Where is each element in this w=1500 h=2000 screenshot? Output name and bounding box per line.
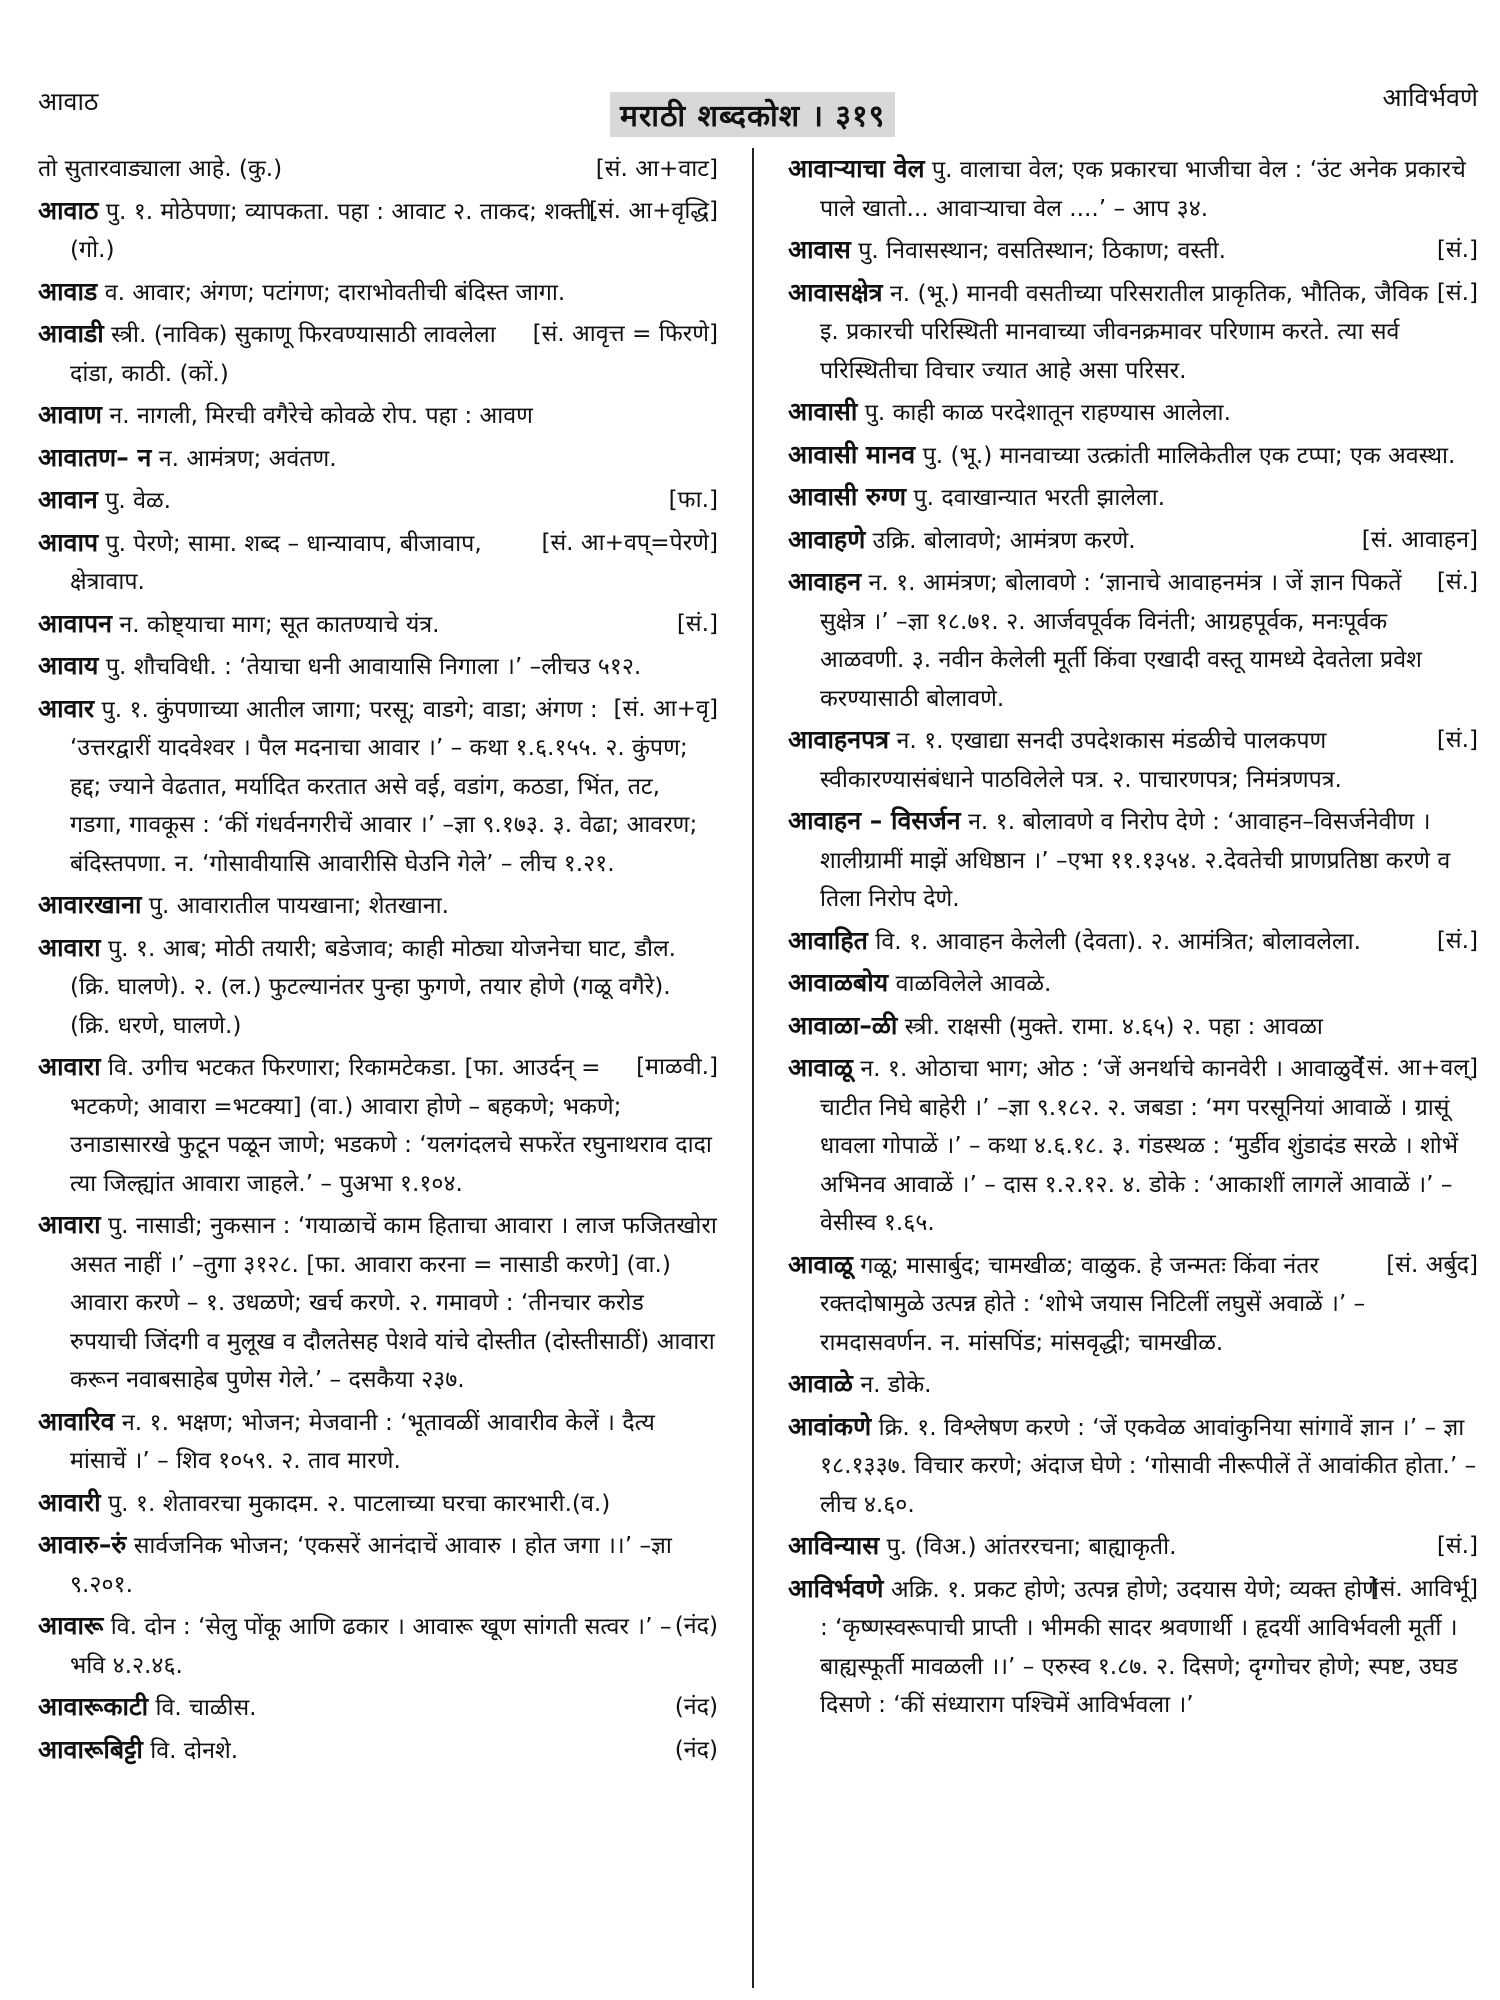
entry-etymology: (नंद): [674, 1693, 718, 1720]
entry-definition: वि. १. आवाहन केलेली (देवता). २. आमंत्रित; बोलावलेला.: [875, 927, 1362, 955]
entry-headword: आवारी: [38, 1487, 101, 1517]
entry-definition: स्त्री. राक्षसी (मुक्ते. रामा. ४.६५) २. पहा : आवळा: [904, 1012, 1323, 1040]
entry-etymology: (नंद): [674, 1612, 718, 1639]
dictionary-entry: [788, 150, 1478, 228]
column-divider: [752, 148, 754, 1988]
dictionary-entry: [38, 690, 718, 884]
entry-definition: न. १. बोलावणे व निरोप देणे : ‘आवाहन–विसर्जनेवीण । शालीग्रामीं माझें अधिष्ठान ।’ –एभा ११.१३५४. २.देवतेची प्राणप्रतिष्ठा करणे व तिला निरोप देणे.: [820, 808, 1451, 912]
entry-etymology: [सं.]: [1436, 568, 1478, 595]
entry-definition: अक्रि. १. प्रकट होणे; उत्पन्न होणे; उदयास येणे; व्यक्त होणे : ‘कृष्णस्वरूपाची प्राप्ती । भीमकी सादर श्रवणार्थी । हृदयीं आविर्भवली मूर्ती । बाह्यस्फूर्ती मावळली ।।’ – एरुस्व १.८७. २. दिसणे; दृग्गोचर होणे; स्पष्ट, उघड दिसणे : ‘कीं संध्याराग पश्चिमें आविर्भवला ।’: [820, 1575, 1458, 1718]
entry-headword: आवारूबिट्टी: [38, 1734, 143, 1764]
entry-headword: आवारूकाटी: [38, 1692, 149, 1721]
entry-etymology: [सं. आ+वाट]: [595, 155, 718, 182]
entry-etymology: [सं.]: [1436, 926, 1478, 954]
entry-etymology: [सं.]: [1436, 726, 1478, 753]
entry-headword: आविन्यास: [788, 1531, 880, 1560]
entry-headword: आवार: [38, 693, 95, 723]
entry-headword: आवाप: [38, 527, 99, 557]
entry-definition: न. (भू.) मानवी वसतीच्या परिसरातील प्राकृतिक, भौतिक, जैविक इ. प्रकारची परिस्थिती मानवाच्या जीवनक्रमावर परिणाम करते. त्या सर्व परिस्थितीचा विचार ज्यात आहे असा परिसर.: [820, 279, 1429, 384]
entry-definition: पु. (विअ.) आंतररचना; बाह्याकृती.: [886, 1533, 1177, 1560]
entry-etymology: [सं.]: [676, 609, 718, 637]
dictionary-entry: [788, 802, 1478, 919]
entry-definition: पु. निवासस्थान; वसतिस्थान; ठिकाण; वस्ती.: [858, 237, 1226, 264]
dictionary-entry: [788, 274, 1478, 391]
dictionary-entry: [788, 1408, 1478, 1525]
dictionary-entry: [38, 1607, 718, 1685]
entry-headword: आवाळे: [788, 1369, 853, 1398]
entry-headword: आवाळू: [788, 1249, 853, 1279]
dictionary-entry: [788, 1527, 1478, 1567]
entry-etymology: (नंद): [674, 1735, 718, 1763]
dictionary-entry: [38, 605, 718, 645]
entry-headword: आवाळा–ळी: [788, 1010, 898, 1040]
dictionary-entry: [38, 929, 718, 1046]
entry-definition: पु. १. मोठेपणा; व्यापकता. पहा : आवाट २. ताकद; शक्ती. (गो.): [70, 197, 600, 263]
entry-headword: आवाड: [38, 276, 98, 306]
dictionary-entry: [38, 396, 718, 436]
entry-headword: आवारा: [38, 932, 101, 962]
entry-definition: पु. १. शेतावरचा मुकादम. २. पाटलाच्या घरचा कारभारी.(व.): [108, 1489, 611, 1517]
entry-definition: गळू; मासार्बुद; चामखीळ; वाळुक. हे जन्मतः किंवा नंतर रक्तदोषामुळे उत्पन्न होते : ‘शोभे जयास निटिलीं लघुसें अवाळें ।’ – रामदासवर्णन. न. मांसपिंड; मांसवृद्धी; चामखीळ.: [820, 1251, 1366, 1356]
entry-definition: क्रि. १. विश्लेषण करणे : ‘जें एकवेळ आवांकुनिया सांगावें ज्ञान ।’ – ज्ञा १८.१३३७. विचार करणे; अंदाज घेणे : ‘गोसावी नीरूपीलें तें आवांकीत होता.’ –लीच ४.६०.: [820, 1413, 1477, 1518]
entry-headword: आवासक्षेत्र: [788, 277, 883, 307]
dictionary-entry: [788, 231, 1478, 271]
dictionary-entry: [788, 478, 1478, 518]
dictionary-entry: [38, 1206, 718, 1400]
dictionary-entry: [788, 1049, 1478, 1243]
entry-definition: व. आवार; अंगण; पटांगण; दाराभोवतीची बंदिस्त जागा.: [104, 278, 566, 306]
entry-headword: आवारु–रुं: [38, 1530, 127, 1559]
dictionary-entry: [38, 150, 718, 189]
entry-headword: आवान: [38, 485, 98, 514]
entry-definition: पु. शौचविधी. : ‘तेयाचा धनी आवायासि निगाला ।’ –लीचउ ५१२.: [105, 653, 642, 680]
dictionary-entry: [38, 273, 718, 313]
dictionary-entry: [788, 521, 1478, 561]
dictionary-entry: [38, 647, 718, 687]
entry-headword: आवारू: [38, 1611, 104, 1640]
header-guide-word-left: आवाठ: [38, 87, 99, 116]
page-title: मराठी शब्दकोश । ३१९: [610, 92, 895, 137]
entry-etymology: [फा.]: [668, 486, 718, 513]
dictionary-entry: [38, 1484, 718, 1524]
entry-definition: न. १. आमंत्रण; बोलावणे : ‘ज्ञानाचे आवाहनमंत्र । जें ज्ञान पिकतें सुक्षेत्र ।’ –ज्ञा १८.७१. २. आर्जवपूर्वक विनंती; आग्रहपूर्वक, मनःपूर्वक आळवणी. ३. नवीन केलेली मूर्ती किंवा एखादी वस्तू यामध्ये देवतेला प्रवेश करण्यासाठी बोलावणे.: [820, 569, 1422, 712]
entry-headword: आवाऱ्याचा वेल: [788, 154, 925, 183]
entry-definition: पु. वालाचा वेल; एक प्रकारचा भाजीचा वेल : ‘उंट अनेक प्रकारचे पाले खातो... आवाऱ्याचा वेल ....’ – आप ३४.: [820, 156, 1466, 222]
entry-definition: न. आमंत्रण; अवंतण.: [158, 444, 337, 472]
dictionary-entry: [788, 393, 1478, 433]
entry-definition: वि. दोन : ‘सेलु पोंकू आणि ढकार । आवारू खूण सांगती सत्वर ।’ – भवि ४.२.४६.: [70, 1613, 672, 1679]
dictionary-entry: [38, 439, 718, 479]
dictionary-entry: [38, 481, 718, 521]
entry-headword: आवाठ: [38, 195, 99, 225]
entry-etymology: [सं. आ+वृ]: [613, 694, 718, 722]
entry-headword: आवारा: [38, 1052, 101, 1081]
entry-headword: आवारिव: [38, 1406, 115, 1436]
left-column: [38, 150, 718, 1773]
entry-etymology: [माळवी.]: [636, 1053, 718, 1080]
entry-headword: आवारखाना: [38, 890, 142, 919]
dictionary-entry: [38, 1048, 718, 1203]
entry-headword: आवासी मानव: [788, 439, 916, 469]
dictionary-entry: [38, 192, 718, 270]
entry-headword: आवारा: [38, 1210, 101, 1239]
entry-headword: आवापन: [38, 608, 113, 638]
dictionary-entry: [788, 922, 1478, 962]
entry-etymology: [सं.]: [1436, 278, 1478, 306]
entry-headword: आवाळबोय: [788, 968, 889, 997]
dictionary-entry: [788, 1246, 1478, 1363]
entry-headword: आवातण– न: [38, 442, 152, 472]
entry-definition: पु. काही काळ परदेशातून राहण्यास आलेला.: [864, 399, 1231, 426]
right-column: [788, 150, 1478, 1728]
entry-definition: वि. दोनशे.: [150, 1736, 239, 1764]
entry-definition: उक्रि. बोलावणे; आमंत्रण करणे.: [872, 526, 1136, 554]
entry-definition: स्त्री. (नाविक) सुकाणू फिरवण्यासाठी लावलेला दांडा, काठी. (कों.): [70, 321, 496, 387]
entry-definition: पु. १. आब; मोठी तयारी; बडेजाव; काही मोठ्या योजनेचा घाट, डौल. (क्रि. घालणे). २. (ल.) फुटल्यानंतर पुन्हा फुगणे, तयार होणे (गळू वगैरे). (क्रि. धरणे, घालणे.): [70, 934, 677, 1039]
entry-headword: आवाहणे: [788, 524, 866, 554]
entry-etymology: [सं. आ+वृद्धि]: [588, 196, 718, 224]
entry-headword: आवाण: [38, 400, 103, 429]
dictionary-entry: [38, 1688, 718, 1728]
entry-etymology: [सं. आविर्भू]: [1370, 1574, 1478, 1602]
dictionary-entry: [38, 524, 718, 602]
entry-definition: वाळविलेले आवळे.: [895, 970, 1052, 997]
entry-definition: पु. दवाखान्यात भरती झालेला.: [913, 484, 1166, 511]
header-guide-word-right: आविर्भवणे: [1382, 83, 1478, 112]
entry-definition: पु. नासाडी; नुकसान : ‘गयाळाचें काम हिताचा आवारा । लाज फजितखोरा असत नाहीं ।’ –तुगा ३१२८. [फा. आवारा करना = नासाडी करणे] (वा.) आवारा करणे – १. उधळणे; खर्च करणे. २. गमावणे : ‘तीनचार करोड रुपयाची जिंदगी व मुलूख व दौलतेसह पेशवे यांचे दोस्तीत (दोस्तीसाठीं) आवारा करून नवाबसाहेब पुणेस गेले.’ – दसकैया २३७.: [70, 1212, 717, 1393]
entry-definition: पु. वेळ.: [105, 487, 171, 514]
entry-definition: न. कोष्ट्याचा माग; सूत कातण्याचे यंत्र.: [119, 610, 440, 638]
entry-headword: आवाळू: [788, 1053, 853, 1082]
entry-etymology: [सं.]: [1436, 236, 1478, 263]
entry-headword: आवाहन: [788, 567, 862, 596]
entry-etymology: [सं. आवृत्त = फिरणे]: [532, 320, 718, 347]
dictionary-entry: [788, 721, 1478, 799]
entry-definition: न. डोके.: [860, 1371, 932, 1398]
dictionary-entry: [788, 1365, 1478, 1405]
entry-etymology: [सं.]: [1436, 1532, 1478, 1559]
entry-headword: आवाहन – विसर्जन: [788, 806, 961, 835]
dictionary-entry: [38, 886, 718, 926]
entry-definition: पु. आवारातील पायखाना; शेतखाना.: [148, 892, 449, 919]
entry-definition: पु. (भू.) मानवाच्या उत्क्रांती मालिकेतील एक टप्पा; एक अवस्था.: [922, 441, 1456, 469]
entry-etymology: [सं. आवाहन]: [1361, 525, 1478, 553]
entry-headword: आविर्भवणे: [788, 1573, 884, 1603]
entry-etymology: [सं. आ+वल्]: [1357, 1054, 1478, 1081]
entry-etymology: [सं. अर्बुद]: [1386, 1250, 1478, 1278]
dictionary-entry: [38, 315, 718, 393]
entry-headword: आवाहनपत्र: [788, 725, 890, 754]
entry-etymology: [सं. आ+वप्=पेरणे]: [541, 528, 718, 556]
entry-headword: आवाय: [38, 651, 99, 680]
dictionary-entry: [788, 1570, 1478, 1725]
entry-definition: न. १. एखाद्या सनदी उपदेशकास मंडळीचे पालकपण स्वीकारण्यासंबंधाने पाठविलेले पत्र. २. पाचारणपत्र; निमंत्रणपत्र.: [820, 727, 1342, 793]
entry-definition: पु. १. कुंपणाच्या आतील जागा; परसू; वाडगे; वाडा; अंगण : ‘उत्तरद्वारीं यादवेश्वर । पैल मदनाचा आवार ।’ – कथा १.६.१५५. २. कुंपण; हद्द; ज्याने वेढतात, मर्यादित करतात असे वई, वडांग, कठडा, भिंत, तट, गडगा, गावकूस : ‘कीं गंधर्वनगरीचें आवार ।’ –ज्ञा ९.१७३. ३. वेढा; आवरण; बंदिस्तपणा. न. ‘गोसावीयासि आवारीसि घेउनि गेले’ – लीच १.२१.: [70, 695, 698, 877]
dictionary-entry: [38, 1731, 718, 1771]
entry-headword: आवांकणे: [788, 1411, 872, 1441]
dictionary-entry: [788, 563, 1478, 718]
entry-definition: पु. पेरणे; सामा. शब्द – धान्यावाप, बीजावाप, क्षेत्रावाप.: [70, 529, 482, 595]
entry-headword: आवाहित: [788, 925, 868, 955]
entry-headword: आवास: [788, 235, 851, 264]
dictionary-entry: [38, 1403, 718, 1481]
entry-definition: वि. उगीच भटकत फिरणारा; रिकामटेकडा. [फा. आउर्दन् = भटकणे; आवारा =भटक्या] (वा.) आवारा होणे – बहकणे; भकणे; उनाडासारखे फुटून पळून जाणे; भडकणे : ‘यलगंदलचे सफरेंत रघुनाथराव दादा त्या जिल्ह्यांत आवारा जाहले.’ – पुअभा १.१०४.: [70, 1054, 712, 1197]
entry-definition: न. १. ओठाचा भाग; ओठ : ‘जें अनर्थाचे कानवेरी । आवाळुवें चाटीत निघे बाहेरी ।’ –ज्ञा ९.१८२. २. जबडा : ‘मग परसूनियां आवाळें । ग्रासूं धावला गोपाळें ।’ – कथा ४.६.१८. ३. गंडस्थळ : ‘मुर्डीव शुंडादंड सरळे । शोभें अभिनव आवाळें ।’ – दास १.२.१२. ४. डोके : ‘आकाशीं लागलें आवाळें ।’ – वेसीस्व १.६५.: [820, 1055, 1459, 1236]
entry-headword: आवाडी: [38, 319, 104, 348]
entry-definition: तो सुतारवाड्याला आहे. (कु.): [38, 155, 283, 182]
entry-headword: आवासी: [788, 397, 858, 426]
entry-definition: वि. चाळीस.: [155, 1694, 257, 1721]
dictionary-entry: [788, 964, 1478, 1004]
entry-definition: न. १. भक्षण; भोजन; मेजवानी : ‘भूतावळीं आवारीव केलें । दैत्य मांसाचें ।’ – शिव १०५९. २. ताव मारणे.: [70, 1408, 655, 1474]
dictionary-entry: [38, 1526, 718, 1604]
entry-headword: आवासी रुग्ण: [788, 482, 907, 511]
entry-definition: न. नागली, मिरची वगैरेचे कोवळे रोप. पहा : आवण: [109, 402, 533, 429]
entry-definition: सार्वजनिक भोजन; ‘एकसरें आनंदाचें आवारु । होत जगा ।।’ –ज्ञा ९.२०१.: [70, 1532, 672, 1598]
dictionary-entry: [788, 1007, 1478, 1047]
dictionary-entry: [788, 436, 1478, 476]
